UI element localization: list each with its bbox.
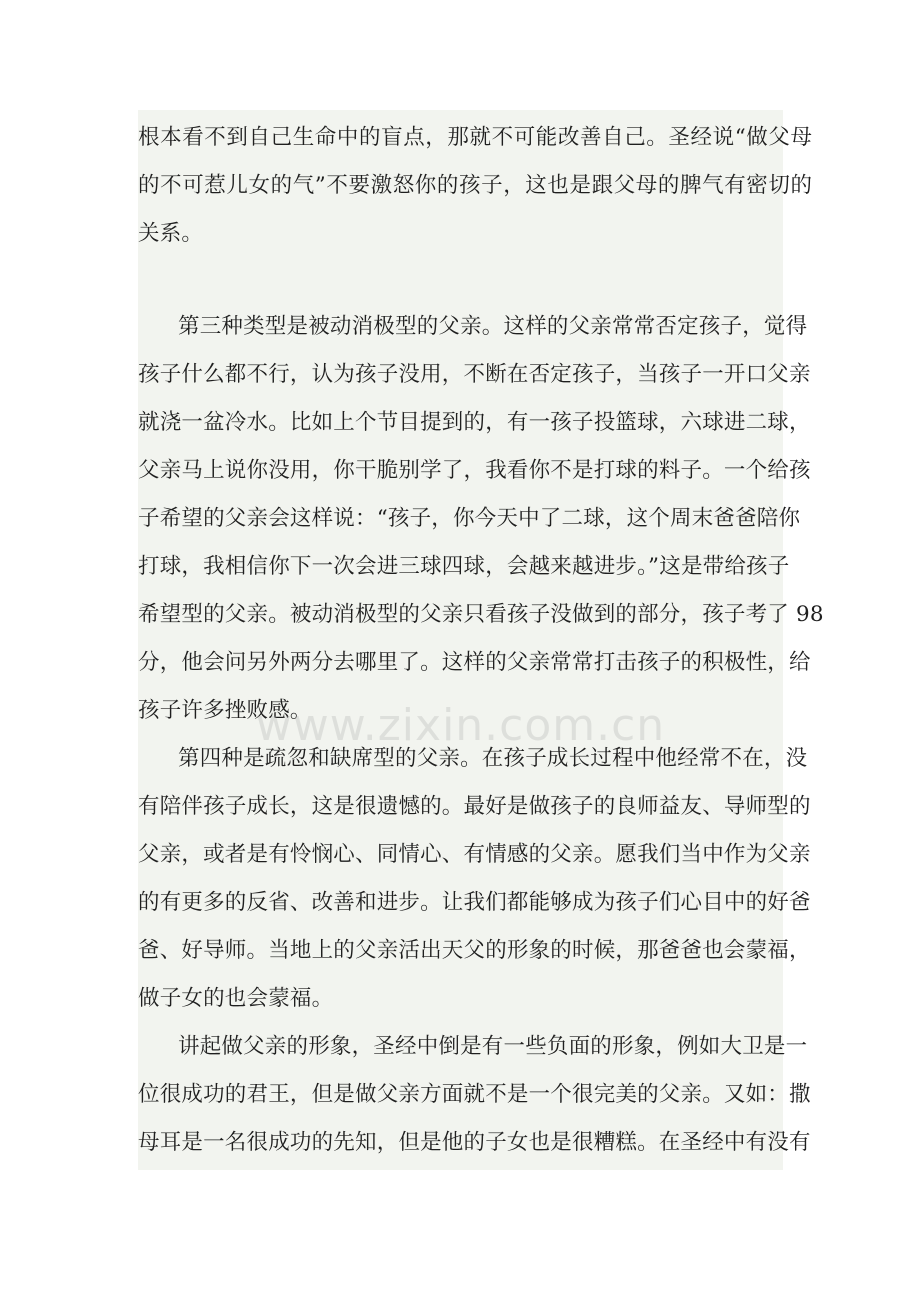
text-line: 孩子什么都不行，认为孩子没用，不断在否定孩子，当孩子一开口父亲 — [138, 362, 811, 387]
text-line: 打球，我相信你下一次会进三球四球，会越来越进步。”这是带给孩子 — [138, 554, 790, 579]
text-line: 希望型的父亲。被动消极型的父亲只看孩子没做到的部分，孩子考了 98 — [138, 602, 824, 627]
watermark: www.zixin.com.cn — [255, 700, 666, 751]
text-line: 爸、好导师。当地上的父亲活出天父的形象的时候，那爸爸也会蒙福， — [138, 938, 811, 963]
document-text-block — [138, 110, 824, 1170]
text-line: 位很成功的君王，但是做父亲方面就不是一个很完美的父亲。又如：撒 — [138, 1082, 811, 1107]
text-line: 母耳是一名很成功的先知，但是他的子女也是很糟糕。在圣经中有没有 — [138, 1130, 811, 1155]
text-line: 有陪伴孩子成长，这是很遗憾的。最好是做孩子的良师益友、导师型的 — [138, 794, 811, 819]
text-line: 的不可惹儿女的气”不要激怒你的孩子，这也是跟父母的脾气有密切的 — [138, 173, 813, 198]
paragraph-5-first-line: 讲起做父亲的形象，圣经中倒是有一些负面的形象，例如大卫是一 — [178, 1034, 808, 1059]
text-line: 子希望的父亲会这样说：“孩子，你今天中了二球，这个周末爸爸陪你 — [138, 506, 801, 531]
text-line: 就浇一盆冷水。比如上个节目提到的，有一孩子投篮球，六球进二球， — [138, 410, 811, 435]
text-line: 做子女的也会蒙福。 — [138, 986, 334, 1011]
text-line: 父亲，或者是有怜悯心、同情心、有情感的父亲。愿我们当中作为父亲 — [138, 842, 811, 867]
text-line: 的有更多的反省、改善和进步。让我们都能够成为孩子们心目中的好爸 — [138, 890, 811, 915]
paragraph-4-first-line: 第四种是疏忽和缺席型的父亲。在孩子成长过程中他经常不在，没 — [178, 746, 808, 771]
text-line: 关系。 — [138, 221, 204, 246]
text-line: 孩子许多挫败感。 — [138, 698, 312, 723]
text-line: 分，他会问另外两分去哪里了。这样的父亲常常打击孩子的积极性，给 — [138, 650, 811, 675]
text-line: 父亲马上说你没用，你干脆别学了，我看你不是打球的料子。一个给孩 — [138, 458, 811, 483]
paragraph-3-first-line: 第三种类型是被动消极型的父亲。这样的父亲常常否定孩子，觉得 — [178, 314, 808, 339]
text-line: 根本看不到自己生命中的盲点，那就不可能改善自己。圣经说“做父母 — [138, 125, 813, 150]
